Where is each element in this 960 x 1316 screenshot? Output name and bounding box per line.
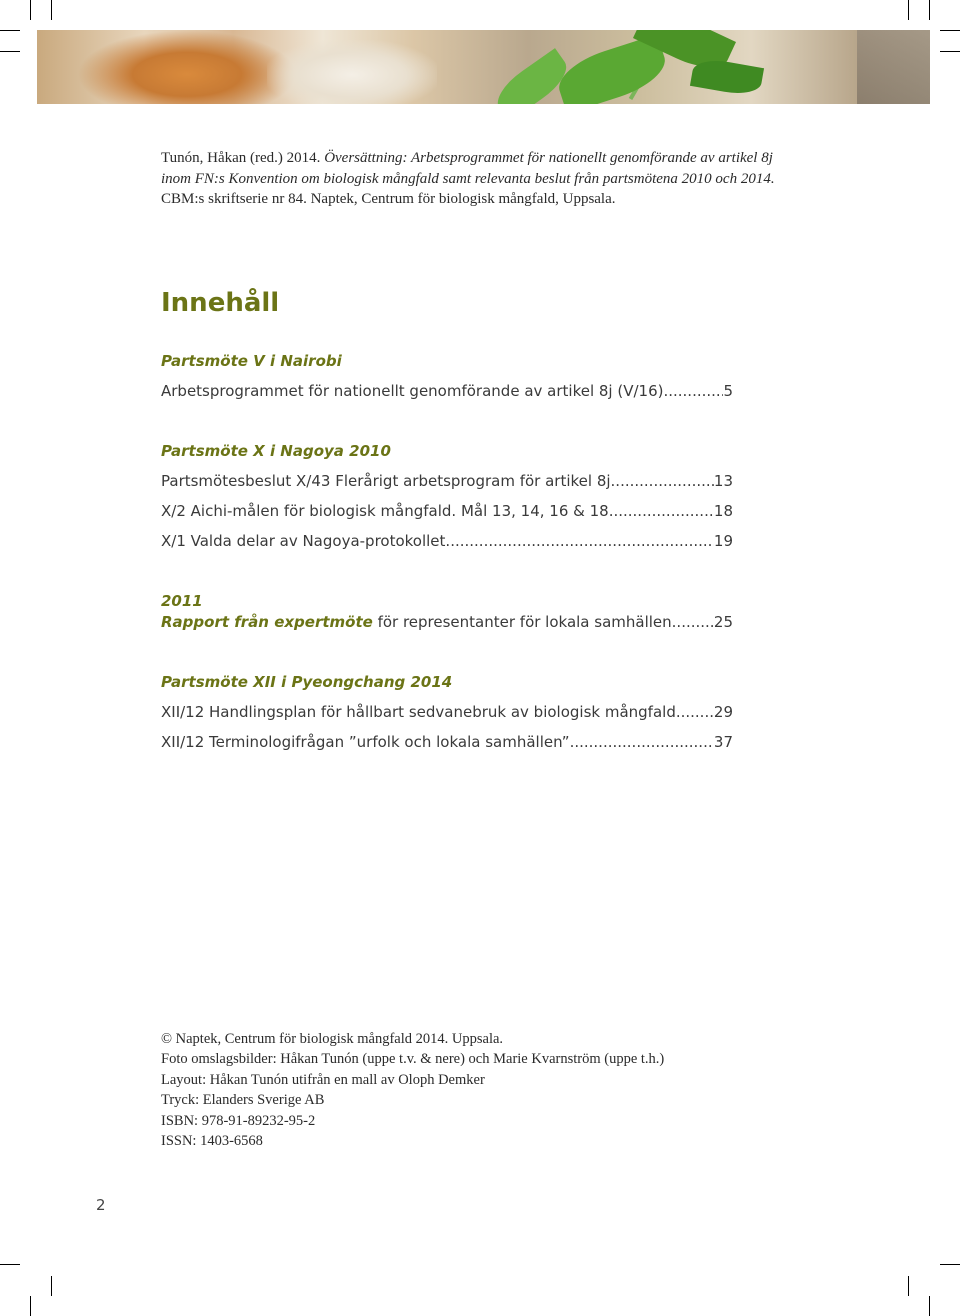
crop-mark bbox=[0, 51, 20, 52]
citation-series: CBM:s skriftserie nr 84. Naptek, Centrum för biologisk mångfald, Uppsala. bbox=[161, 191, 616, 207]
toc-entry-page: 37 bbox=[713, 733, 733, 751]
crop-mark bbox=[51, 1276, 52, 1296]
toc-entry-text: XII/12 Handlingsplan för hållbart sedvanebruk av biologisk mångfald bbox=[161, 703, 676, 721]
photo-credit-line: Foto omslagsbilder: Håkan Tunón (uppe t.v. & nere) och Marie Kvarnström (uppe t.h.) bbox=[161, 1051, 665, 1068]
toc-leader-dots bbox=[609, 502, 714, 520]
copyright-line: © Naptek, Centrum för biologisk mångfald 2014. Uppsala. bbox=[161, 1031, 504, 1047]
crop-mark bbox=[51, 0, 52, 20]
isbn-line: ISBN: 978-91-89232-95-2 bbox=[161, 1112, 316, 1129]
toc-entry[interactable] bbox=[161, 382, 733, 400]
crop-mark bbox=[908, 0, 909, 20]
toc-entry[interactable] bbox=[161, 502, 733, 520]
colophon bbox=[161, 1029, 664, 1151]
toc-entry-text: X/1 Valda delar av Nagoya-protokollet bbox=[161, 532, 446, 550]
crop-mark bbox=[929, 1296, 930, 1316]
toc-entry-page: 5 bbox=[723, 382, 733, 400]
toc-leader-dots bbox=[676, 703, 714, 721]
toc-entry[interactable] bbox=[161, 472, 733, 490]
toc-entry-text: Partsmötesbeslut X/43 Flerårigt arbetsprogram för artikel 8j bbox=[161, 472, 611, 490]
crop-mark bbox=[30, 0, 31, 20]
toc-leader-dots bbox=[611, 472, 714, 490]
toc-leader-dots bbox=[445, 532, 713, 550]
layout-credit-line: Layout: Håkan Tunón utifrån en mall av Oloph Demker bbox=[161, 1071, 485, 1088]
issn-line: ISSN: 1403-6568 bbox=[161, 1133, 263, 1150]
toc-leader-dots bbox=[570, 733, 714, 751]
fur-texture bbox=[267, 40, 437, 104]
toc-entry[interactable] bbox=[161, 703, 733, 721]
crop-mark bbox=[0, 1264, 20, 1265]
citation-title: Översättning: Arbetsprogrammet för nationellt genomförande av artikel 8j inom FN:s Konvention om biologisk mångfald samt relevanta beslut från partsmötena 2010 och 2014. bbox=[161, 150, 775, 187]
crop-mark bbox=[908, 1276, 909, 1296]
toc-section-heading: 2011 bbox=[161, 592, 203, 610]
crop-mark bbox=[929, 0, 930, 20]
citation-author: Tunón, Håkan (red.) 2014. bbox=[161, 150, 325, 166]
toc-title: Innehåll bbox=[161, 288, 280, 318]
toc-entry-highlight: Rapport från expertmöte bbox=[161, 613, 373, 631]
toc-entry-page: 25 bbox=[713, 613, 733, 631]
crop-mark bbox=[0, 30, 20, 31]
crop-mark bbox=[30, 1296, 31, 1316]
toc-leader-dots bbox=[663, 382, 723, 400]
leaf bbox=[690, 56, 764, 98]
toc-entry-page: 29 bbox=[713, 703, 733, 721]
crop-mark bbox=[940, 51, 960, 52]
toc-leader-dots bbox=[672, 613, 714, 631]
toc-section-heading: Partsmöte V i Nairobi bbox=[161, 352, 342, 370]
toc-entry-text: XII/12 Terminologifrågan ”urfolk och lokala samhällen” bbox=[161, 733, 570, 751]
toc-entry[interactable] bbox=[161, 532, 733, 550]
header-photo bbox=[37, 30, 930, 104]
toc-entry-page: 13 bbox=[713, 472, 733, 490]
toc-entry-text: Arbetsprogrammet för nationellt genomförande av artikel 8j (V/16) bbox=[161, 382, 664, 400]
fur-texture bbox=[77, 30, 297, 104]
toc-entry-page: 19 bbox=[713, 532, 733, 550]
toc-section-heading: Partsmöte X i Nagoya 2010 bbox=[161, 442, 391, 460]
toc-section-heading: Partsmöte XII i Pyeongchang 2014 bbox=[161, 673, 453, 691]
toc-entry-page: 18 bbox=[713, 502, 733, 520]
print-line: Tryck: Elanders Sverige AB bbox=[161, 1092, 325, 1109]
toc-entry[interactable] bbox=[161, 733, 733, 751]
crop-mark bbox=[940, 1264, 960, 1265]
toc-entry-text: för representanter för lokala samhällen bbox=[372, 613, 672, 631]
toc-entry-text: X/2 Aichi-målen för biologisk mångfald. Mål 13, 14, 16 & 18 bbox=[161, 502, 609, 520]
toc-entry[interactable] bbox=[161, 613, 733, 631]
citation bbox=[161, 148, 801, 210]
page-number: 2 bbox=[96, 1196, 106, 1214]
photo-shadow bbox=[857, 30, 930, 104]
crop-mark bbox=[940, 30, 960, 31]
